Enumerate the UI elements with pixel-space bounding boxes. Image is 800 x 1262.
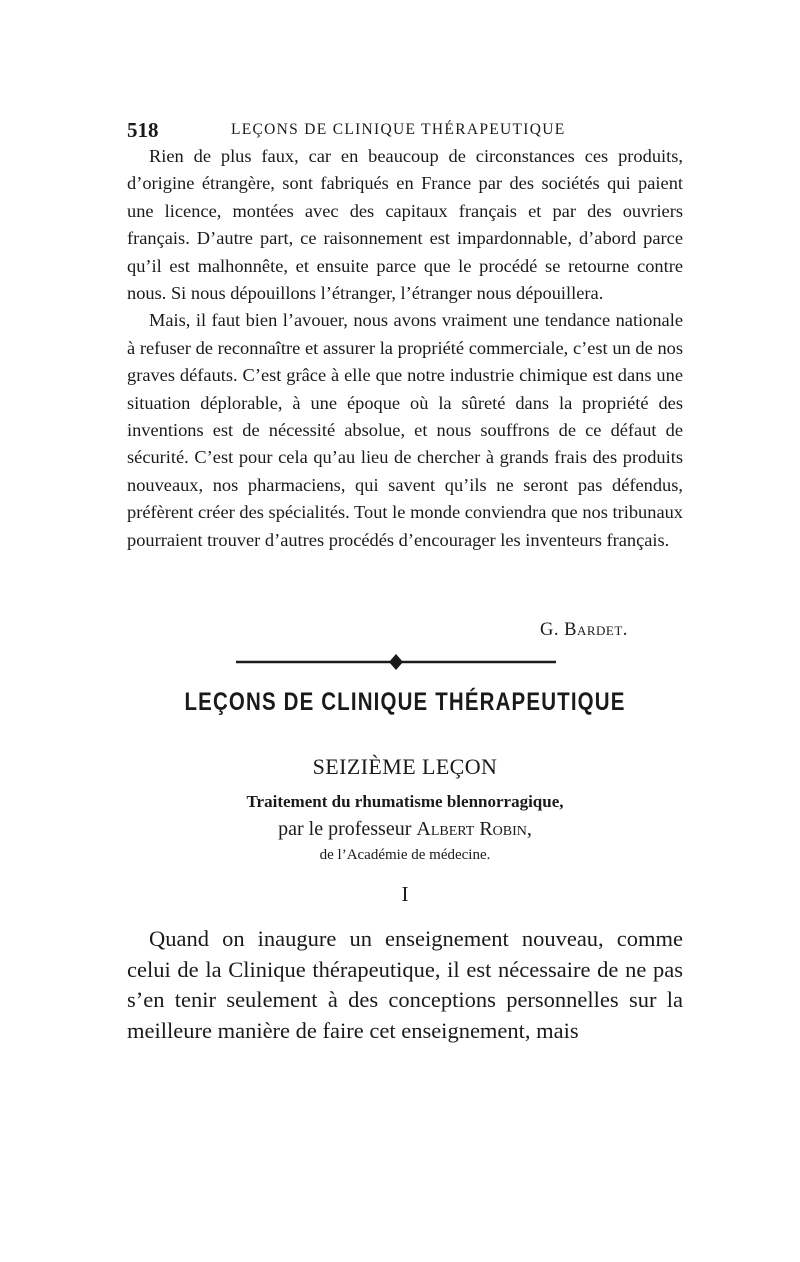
article-paragraph: Rien de plus faux, car en beaucoup de circonstances ces produits, d’origine étrangère, sont fabriqués en France par des sociétés qui paient une licence, montées avec des capitaux français et par des ouvriers français. D’autre part, ce raisonnement est impardonnable, d’abord parce qu’il est malhonnête, et ensuite parce que le procédé se retourne contre nous. Si nous dépouillons l’étranger, l’étranger nous dépouillera.	[127, 146, 683, 304]
author-prefix: par le professeur	[278, 818, 417, 840]
lecture-body	[127, 924, 683, 1046]
lecture-author	[127, 818, 683, 841]
author-affiliation: de l’Académie de médecine.	[319, 847, 491, 863]
article-signature: G. Bardet.	[540, 620, 628, 640]
lecture-number: SEIZIÈME LEÇON	[312, 754, 498, 779]
article-body	[127, 143, 683, 554]
section-title: LEÇONS DE CLINIQUE THÉRAPEUTIQUE	[184, 688, 626, 716]
running-title: LEÇONS DE CLINIQUE THÉRAPEUTIQUE	[231, 121, 566, 138]
ornamental-separator	[236, 652, 556, 672]
author-name: Albert Robin,	[416, 818, 532, 840]
lecture-paragraph: Quand on inaugure un enseignement nouveau, comme celui de la Clinique thérapeutique, il est nécessaire de ne pas s’en tenir seulement à des conceptions personnelles sur la meilleure manière de faire cet enseignement, mais	[127, 926, 683, 1043]
section-numeral: I	[401, 882, 409, 906]
page-number: 518	[127, 118, 159, 142]
running-head	[127, 118, 683, 140]
article-paragraph: Mais, il faut bien l’avouer, nous avons vraiment une tendance nationale à refuser de reconnaître et assurer la propriété commerciale, c’est un de nos graves défauts. C’est grâce à elle que notre industrie chimique est dans une situation déplorable, à une époque où la sûreté dans la propriété des inventions est de nécessité absolue, et nous souffrons de ce défaut de sécurité. C’est pour cela qu’au lieu de chercher à grands frais des produits nouveaux, nos pharmaciens, qui savent qu’ils ne seront pas défendus, préfèrent créer des spécialités. Tout le monde conviendra que nos tribunaux pourraient trouver d’autres procédés d’encourager les inventeurs français.	[127, 310, 683, 550]
lecture-subject: Traitement du rhumatisme blennorragique,	[246, 792, 564, 811]
